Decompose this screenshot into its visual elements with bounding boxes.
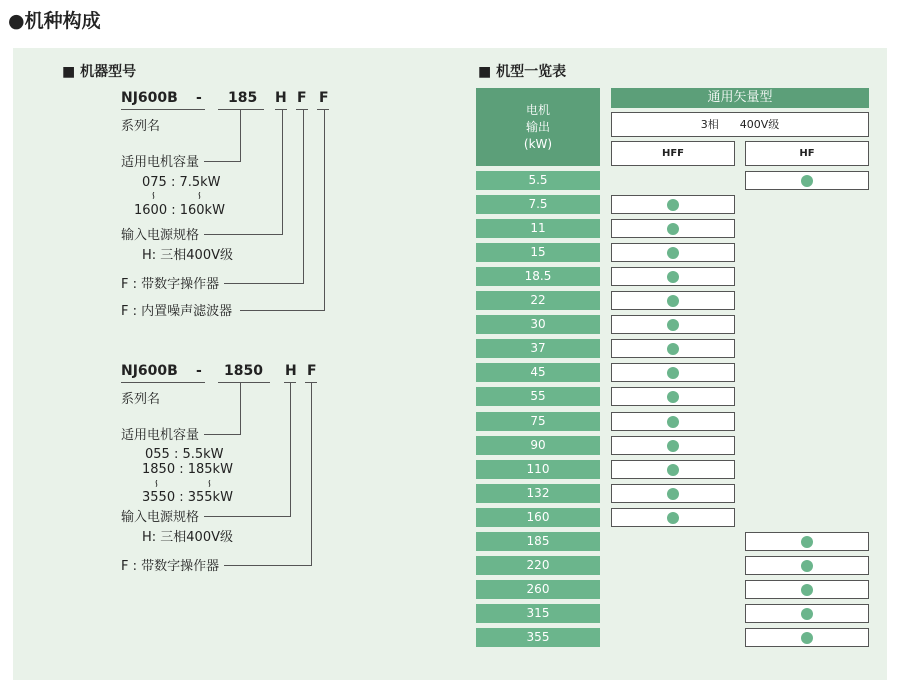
hff-cell (611, 363, 735, 382)
code2-operator-label: F : 带数字操作器 (121, 559, 220, 574)
hff-cell (611, 195, 735, 214)
code2-capacity-label: 适用电机容量 (121, 428, 200, 443)
kw-cell: 11 (476, 219, 600, 238)
code1-f1: F (297, 90, 307, 106)
page-title: ●机种构成 (8, 10, 101, 32)
kw-cell: 160 (476, 508, 600, 527)
hff-cell (611, 267, 735, 286)
code1-capacity-label: 适用电机容量 (121, 155, 200, 170)
hff-cell (611, 219, 735, 238)
availability-dot-icon (667, 416, 679, 428)
availability-dot-icon (801, 175, 813, 187)
hf-cell (745, 171, 869, 190)
code2-op-vline (311, 383, 312, 566)
availability-dot-icon (667, 464, 679, 476)
code1-op-hline (224, 283, 304, 284)
availability-dot-icon (667, 247, 679, 259)
code2-wave-2: ∽ (203, 478, 217, 489)
code1-wave-1: ∽ (147, 190, 161, 201)
code1-f2: F (319, 90, 329, 106)
kw-cell: 22 (476, 291, 600, 310)
model-table-section-title: ■ 机型一览表 (478, 64, 567, 80)
hff-cell (611, 508, 735, 527)
code1-operator-label: F : 带数字操作器 (121, 277, 220, 292)
kw-cell: 220 (476, 556, 600, 575)
code2-capacity-hline (204, 434, 241, 435)
voltage-header: 3相 400V级 (611, 112, 869, 137)
code1-dash: - (196, 90, 202, 106)
availability-dot-icon (667, 343, 679, 355)
code1-wave-2: ∽ (193, 190, 207, 201)
kw-cell: 260 (476, 580, 600, 599)
kw-cell: 110 (476, 460, 600, 479)
code2-dash: - (196, 363, 202, 379)
hff-header: HFF (611, 141, 735, 166)
model-code-section-title: ■ 机器型号 (62, 64, 137, 80)
availability-dot-icon (801, 560, 813, 572)
hff-cell (611, 291, 735, 310)
availability-dot-icon (667, 199, 679, 211)
availability-dot-icon (667, 223, 679, 235)
availability-dot-icon (667, 319, 679, 331)
code1-filter-label: F : 内置噪声滤波器 (121, 304, 233, 319)
code2-capacity: 1850 (224, 363, 263, 379)
hff-cell (611, 412, 735, 431)
code1-series-label: 系列名 (121, 119, 161, 134)
code1-power-value: H: 三相400V级 (142, 248, 233, 263)
code1-capacity-hline (204, 161, 241, 162)
hff-cell (611, 460, 735, 479)
code1-op-vline (303, 110, 304, 284)
code1-cap-row1: 075 : 7.5kW (142, 175, 221, 190)
code1-underline-series (121, 109, 205, 110)
code1-underline-h (275, 109, 287, 110)
hff-cell (611, 315, 735, 334)
hf-header: HF (745, 141, 869, 166)
code1-h: H (275, 90, 287, 106)
code2-power-vline (290, 383, 291, 517)
hff-cell (611, 339, 735, 358)
code1-filter-hline (240, 310, 325, 311)
kw-cell: 90 (476, 436, 600, 455)
availability-dot-icon (801, 584, 813, 596)
availability-dot-icon (667, 488, 679, 500)
kw-cell: 185 (476, 532, 600, 551)
availability-dot-icon (667, 512, 679, 524)
code1-series: NJ600B (121, 90, 178, 106)
kw-cell: 15 (476, 243, 600, 262)
hf-cell (745, 580, 869, 599)
kw-cell: 7.5 (476, 195, 600, 214)
availability-dot-icon (801, 608, 813, 620)
hf-cell (745, 532, 869, 551)
availability-dot-icon (667, 391, 679, 403)
availability-dot-icon (667, 367, 679, 379)
availability-dot-icon (667, 440, 679, 452)
code2-capacity-vline (240, 383, 241, 435)
hf-cell (745, 604, 869, 623)
hf-cell (745, 556, 869, 575)
code1-underline-f1 (296, 109, 308, 110)
code1-filter-vline (324, 110, 325, 311)
code2-underline-series (121, 382, 205, 383)
hf-cell (745, 628, 869, 647)
code2-underline-capacity (218, 382, 270, 383)
availability-dot-icon (801, 632, 813, 644)
kw-column-header: 电机 输出 (kW) (476, 88, 600, 166)
hff-cell (611, 436, 735, 455)
hff-cell (611, 243, 735, 262)
code2-power-label: 输入电源规格 (121, 510, 200, 525)
availability-dot-icon (667, 271, 679, 283)
kw-cell: 55 (476, 387, 600, 406)
code1-power-vline (282, 110, 283, 235)
kw-cell: 18.5 (476, 267, 600, 286)
type-header: 通用矢量型 (611, 88, 869, 108)
hff-cell (611, 387, 735, 406)
code1-cap-row2: 1600 : 160kW (134, 203, 225, 218)
kw-cell: 75 (476, 412, 600, 431)
code1-capacity-vline (240, 110, 241, 162)
kw-cell: 45 (476, 363, 600, 382)
code2-series: NJ600B (121, 363, 178, 379)
code2-power-hline (204, 516, 291, 517)
kw-cell: 30 (476, 315, 600, 334)
hff-cell (611, 484, 735, 503)
code2-cap-row2: 1850 : 185kW (142, 462, 233, 477)
code1-underline-f2 (317, 109, 329, 110)
kw-cell: 132 (476, 484, 600, 503)
code2-cap-row1: 055 : 5.5kW (145, 447, 224, 462)
code2-cap-row3: 3550 : 355kW (142, 490, 233, 505)
code1-power-hline (204, 234, 283, 235)
code1-underline-capacity (218, 109, 264, 110)
availability-dot-icon (801, 536, 813, 548)
kw-cell: 315 (476, 604, 600, 623)
code2-wave-1: ∽ (150, 478, 164, 489)
code2-series-label: 系列名 (121, 392, 161, 407)
availability-dot-icon (667, 295, 679, 307)
code1-power-label: 输入电源规格 (121, 228, 200, 243)
code2-power-value: H: 三相400V级 (142, 530, 233, 545)
code2-f: F (307, 363, 317, 379)
code2-op-hline (224, 565, 312, 566)
kw-cell: 37 (476, 339, 600, 358)
code2-h: H (285, 363, 297, 379)
kw-cell: 355 (476, 628, 600, 647)
kw-cell: 5.5 (476, 171, 600, 190)
code1-capacity: 185 (228, 90, 258, 106)
